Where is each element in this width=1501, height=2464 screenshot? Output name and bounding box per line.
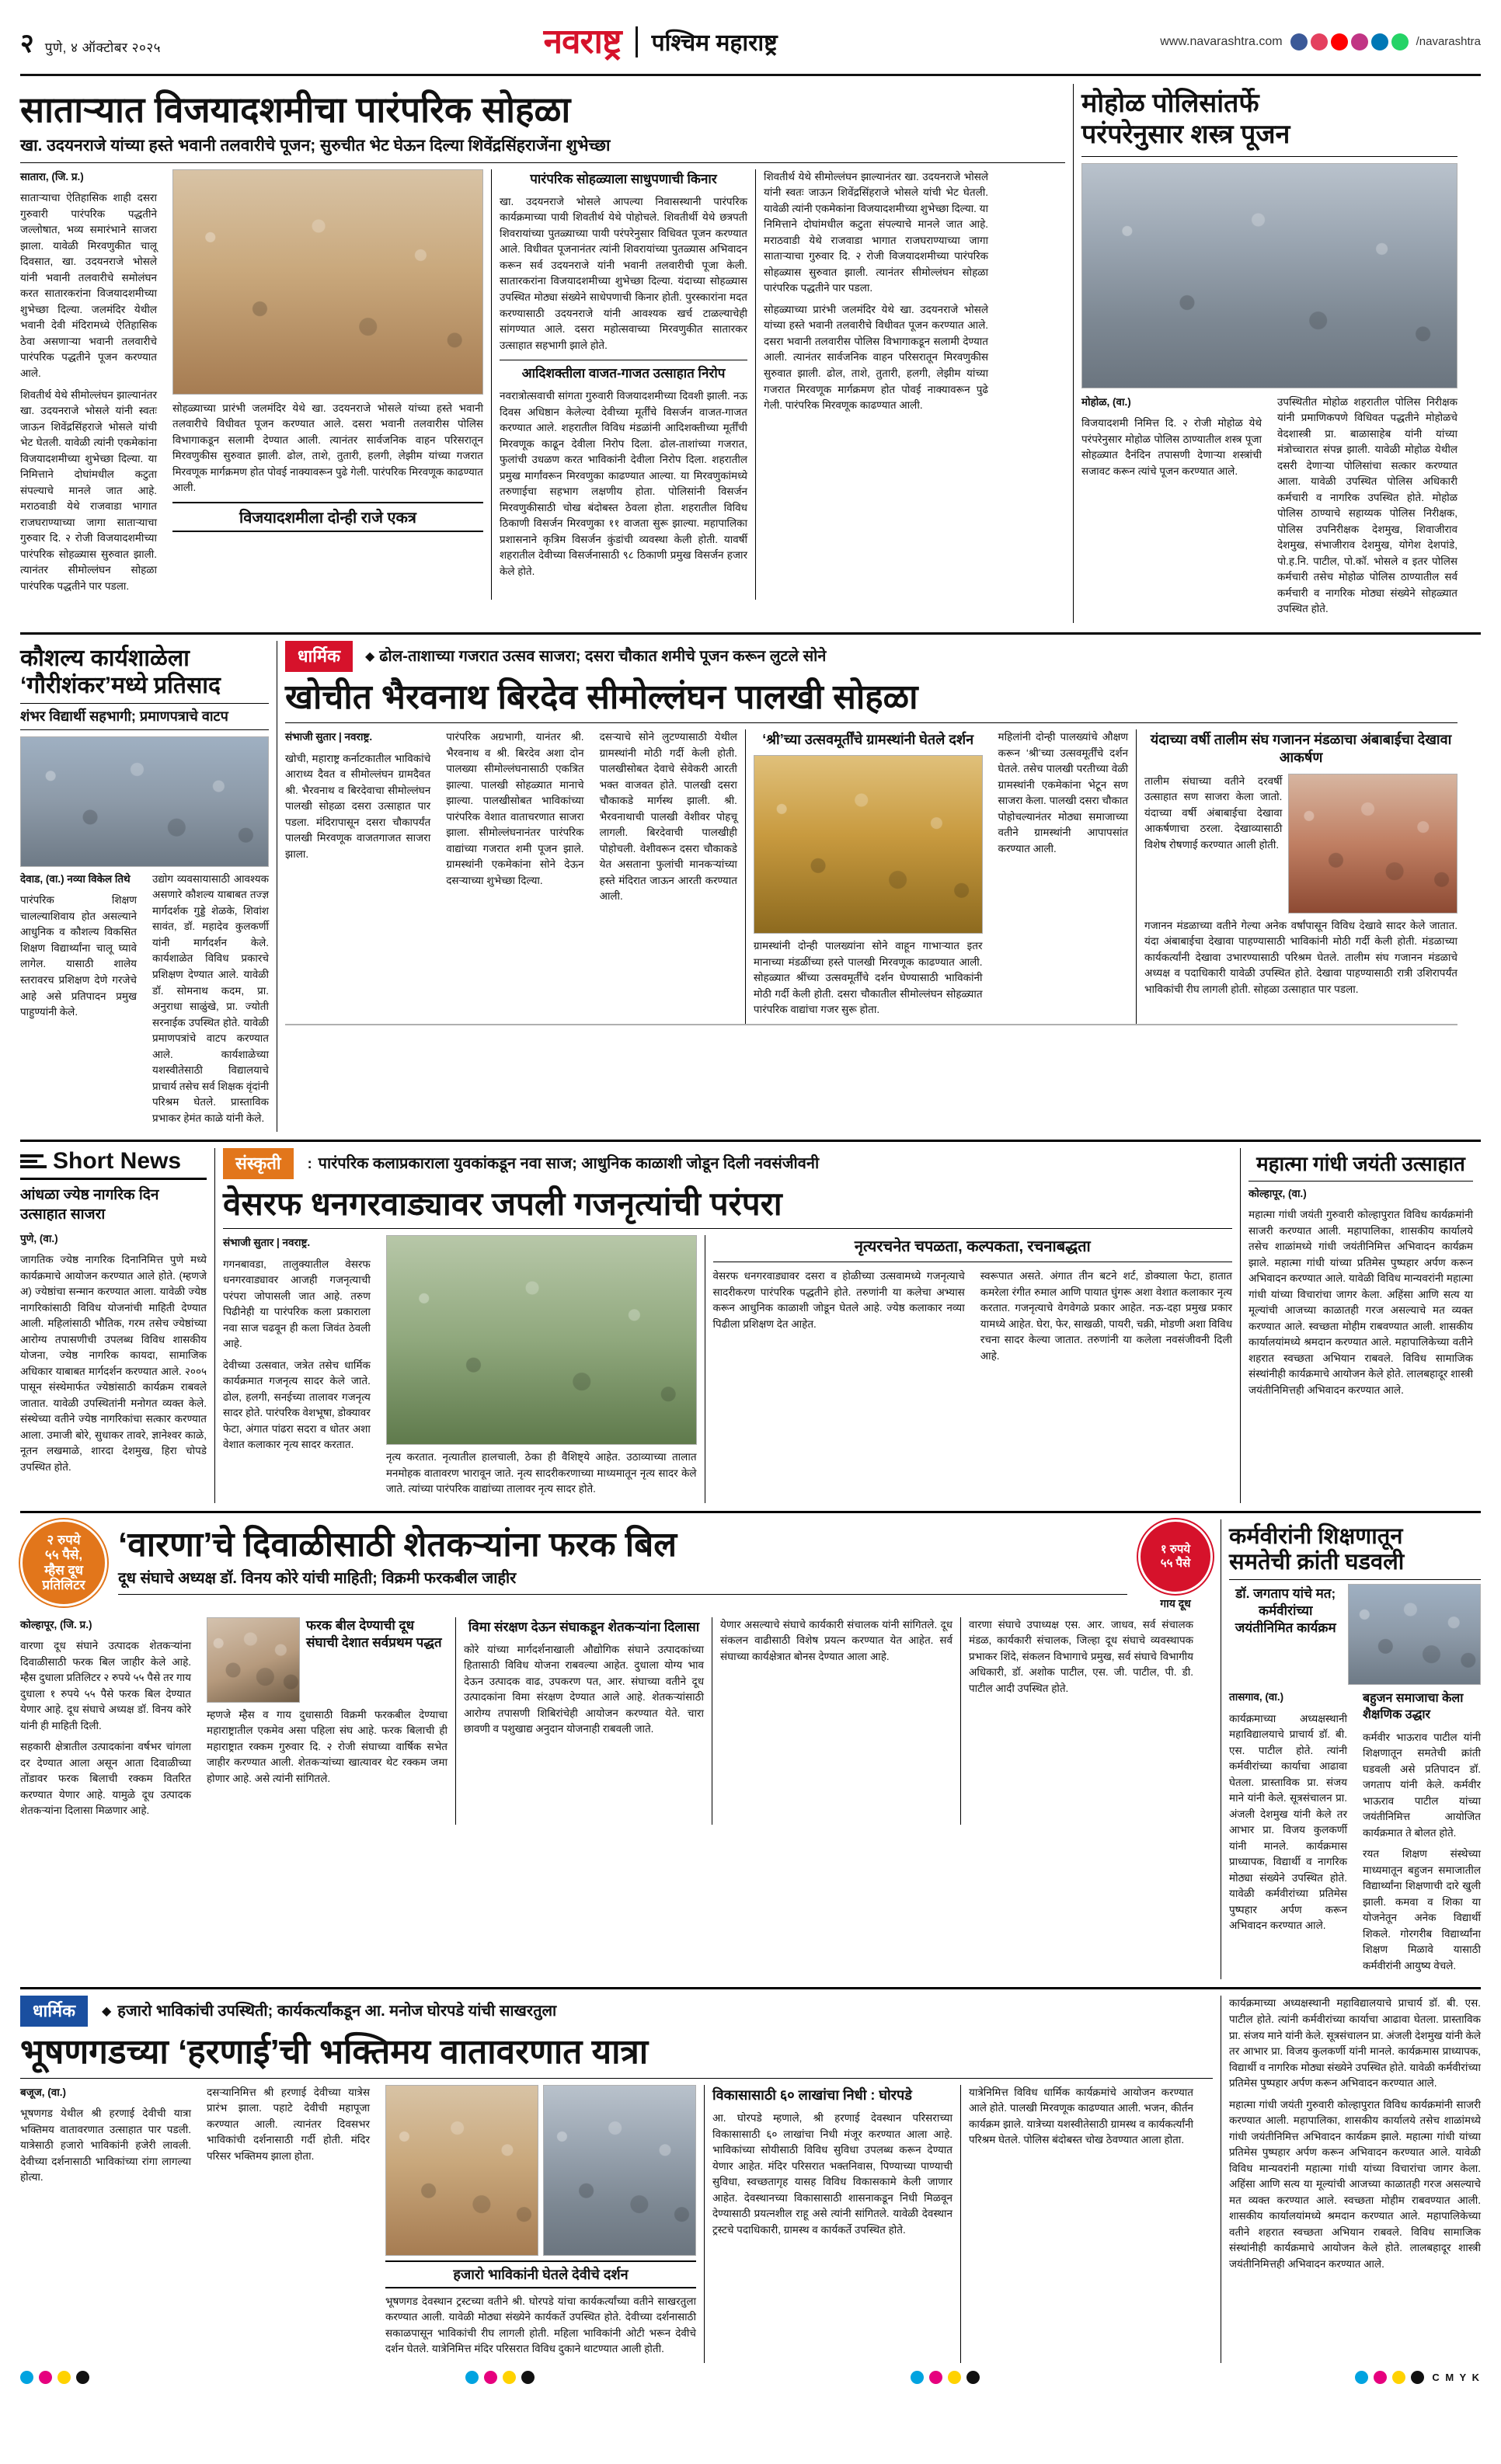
bhushangad-headline: भूषणगडच्या ‘हरणाई’ची भक्तिमय वातावरणात यात्रा [20, 2033, 1213, 2078]
dharmik-body-1: खोची, महाराष्ट्र कर्नाटकातील भाविकांचे आराध्य दैवत व सीमोल्लंघन ग्रामदैवत श्री. भैरवनाथ व बिरदेवाचा सीमोल्लंघन पालखी सोहळा दसरा उत्साहात पार पडला. मंदिरापासून दसरा चौकापर्यंत पालखी मिरवणूक वाजतगाजत साजरा झाला. [285, 752, 431, 860]
sanskriti-body-2: देवीच्या उत्सवात, जत्रेत तसेच धार्मिक कार्यक्रमात गजनृत्य सादर केले जाते. ढोल, हलगी, सनईच्या तालावर गजनृत्य सादर होते. पारंपरिक वेशभूषा, डोक्यावर फेटा, अंगात पांढरा सदरा व धोतर अशा वेशात कलाकार नृत्य सादर करतात. [223, 1359, 371, 1451]
third-section [20, 1148, 1481, 1503]
bhushangad-sub2-title: विकासासाठी ६० लाखांचा निधी : घोरपडे [712, 2086, 912, 2103]
dharmik-body-2: दसऱ्याचे सोने लुटण्यासाठी येथील ग्रामस्थांनी मोठी गर्दी केली होती. पालखीसोबत देवाचे सेवेकरी आरती भक्त वाजवत होते. पालखी दसरा चौकाकडे मार्गस्थ झाली. श्री. भैरवनाथाची पालखी वेशीवर पोहचू लागली. बिरदेवाची पालखीही पोहोचली. वेशीवरून दसरा चौकाकडे येत असताना फुलांची मानकऱ्यांच्या हस्ते मंदिरात जाऊन आरती करण्यात आली. [599, 730, 737, 903]
top-section [20, 84, 1481, 623]
mohol-police-story [1073, 84, 1457, 623]
section-divider-4 [20, 1987, 1481, 1989]
dharmik-body-3: पारंपरिक अग्रभागी, यानंतर श्री. भैरवनाथ व श्री. बिरदेव अशा दोन पालख्या सीमोल्लंघनासाठी एकत्रित झाल्या. पालखी सोहळ्यात मानाचे झाल्या. पालखीसोबत भाविकांच्या पारंपरिक वेशात वाताचरणात साजरा झाला. सीमोल्लंघनानंतर पारंपरिक वाद्यांच्या गजरात शमी पूजन झाले. ग्रामस्थांनी एकमेकांना सोने देऊन दसऱ्याच्या शुभेच्छा दिल्या. [446, 730, 584, 886]
karmaveer-col-2 [1355, 1690, 1481, 1979]
warna-body-1: वारणा दूध संघाने उत्पादक शेतकऱ्यांना दिवाळीसाठी फरक बिल जाहीर केले आहे. म्हैस दुधाला प्रतिलिटर २ रुपये ५५ पैसे तर गाय दुधाला १ रुपये ५५ पैसे फरक बिल देण्यात येणार आहे. दूध संघाचे अध्यक्ष डॉ. विनय कोरे यांनी ही माहिती दिली. [20, 1640, 191, 1731]
dharmik-sidebar-body-2: महिलांनी दोन्ही पालख्यांचे औक्षण करून ‘श्री’च्या उत्सवमूर्तींचे दर्शन घेतले. तसेच पालखी परतीच्या वेळी ग्रामस्थांनी एकमेकांना भेटून सण साजरा केला. पालखी दसरा चौकात पोहोचल्यानंतर मोठ्या समाजाच्या वतीने ग्रामस्थांनी आपापसांत करण्यात आली. [998, 730, 1129, 854]
badge1-line2: ५५ पैसे, [44, 1547, 83, 1563]
karmaveer-headline-line1: कर्मवीरांनी शिक्षणातून [1229, 1523, 1403, 1549]
karmaveer-story [1221, 1519, 1481, 1980]
ambabai-title: यंदाच्या वर्षी तालीम संघ गजानन मंडळाचा अंबाबाईचा देखावा आकर्षण [1150, 731, 1452, 766]
bhushangad-body-3: यात्रेनिमित्त विविध धार्मिक कार्यक्रमांचे आयोजन करण्यात आले होते. पालखी मिरवणूक काढण्यात आली. भजन, कीर्तन कार्यक्रम झाले. यात्रेच्या यशस्वीतेसाठी ग्रामस्थ व कार्यकर्त्यांनी परिश्रम घेतले. पोलिस बंदोबस्त चोख ठेवण्यात आला होता. [969, 2086, 1193, 2146]
karmaveer-sub-title: बहुजन समाजाचा केला शैक्षणिक उद्धार [1363, 1692, 1464, 1721]
yatra-devotees-photo [543, 2085, 696, 2256]
dharmik-col-1 [285, 729, 438, 1024]
buffalo-milk-price-badge [20, 1519, 107, 1606]
warna-subhead: दूध संघाचे अध्यक्ष डॉ. विनय कोरे यांची माहिती; विक्रमी फरकबील जाहीर [118, 1568, 1127, 1595]
lead-col-1 [20, 169, 165, 600]
karmaveer-col-1 [1229, 1690, 1355, 1979]
sanskriti-kicker: पारंपरिक कलाप्रकाराला युवकांकडून नवा साज; आधुनिक काळाशी जोडून दिली नवसंजीवनी [318, 1155, 820, 1173]
linkedin-icon[interactable] [1371, 33, 1388, 50]
gandhi-body-cont: महात्मा गांधी जयंती गुरुवारी कोल्हापुरात विविध कार्यक्रमांनी साजरी करण्यात आली. महापालिका, शासकीय कार्यालये तसेच शाळांमध्ये गांधी जयंतीनिमित्त अभिवादन कार्यक्रम झाले. महात्मा गांधी यांच्या प्रतिमेस पुष्पहार अर्पण करून अभिवादन करण्यात आले. यावेळी विविध मान्यवरांनी महात्मा गांधी यांच्या विचारांचा जागर केला. अहिंसा आणि सत्य या मूल्यांची आजच्या काळातही गरज असल्याचे मत व्यक्त करण्यात आले. स्वच्छता मोहीम राबवण्यात आली. शासकीय कार्यालयांमध्ये श्रमदान करण्यात आले. महापालिकेच्या वतीने शहरात स्वच्छता अभियान राबवले. विविध सामाजिक संस्थांनीही कार्यक्रमाचे आयोजन केले होते. लालबहादूर शास्त्री जयंतीनिमित्तही अभिवादन करण्यात आले. [1229, 2098, 1481, 2270]
warna-body-3: म्हणजे म्हैस व गाय दुधासाठी विक्रमी फरकबील देण्याचा महाराष्ट्रातील एकमेव असा पहिला संघ आहे. फरक बिलाची ही महाराष्ट्रात रक्कम गुरुवार दि. २ रोजी संघाच्या वार्षिक सभेत जाहीर करण्यात आली. शेतकऱ्यांच्या खात्यावर थेट रक्कम जमा होणार आहे. असे त्यांनी सांगितले. [207, 1708, 448, 1784]
badge1-line3: म्हैस दूध [44, 1562, 83, 1578]
warna-body-6: वारणा संघाचे उपाध्यक्ष एस. आर. जाधव, सर्व संचालक मंडळ, कार्यकारी संचालक, जिल्हा दूध संघाचे व्यवस्थापक प्रभाकर शिंदे, संकलन विभागाचे प्रमुख, सर्व संघाचे विभागीय अधिकारी, डॉ. अशोक पाटील, एस. जी. पाटील, पी. डी. पाटील आदी उपस्थित होते. [969, 1618, 1193, 1694]
badge2-line1: १ रुपये [1160, 1543, 1191, 1557]
ambabai-body-1: तालीम संघाच्या वतीने दरवर्षी उत्साहात सण साजरा केला जातो. यंदाच्या वर्षी अंबाबाईचा देखावा आकर्षणाचा ठरला. देखाव्यासाठी विशेष रोषणाई करण्यात आली होती. [1144, 774, 1283, 851]
sanskriti-right-1 [713, 1269, 973, 1369]
dharmik-sidebar-body: ग्रामस्थांनी दोन्ही पालख्यांना सोने वाहून गाभाऱ्यात इतर मानाच्या मंडळींच्या हस्ते पालखी मिरवणूक काढण्यात आली. सोहळ्यात श्रींच्या उत्सवमूर्तींचे दर्शन घेण्यासाठी भाविकांनी मोठी गर्दी केली होती. दसरा चौकातील सीमोल्लंघन सोहळ्यात पारंपरिक वाद्यांचा गजर सुरू होता. [753, 940, 983, 1016]
short-news-headline: आंधळा ज्येष्ठ नागरिक दिन उत्साहात साजरा [20, 1187, 159, 1223]
social-icons [1290, 33, 1409, 50]
kaushalya-headline-line2: ‘गौरीशंकर’मध्ये प्रतिसाद [20, 673, 221, 699]
bhushangad-col-1 [20, 2085, 199, 2363]
bhushangad-photo-col [378, 2085, 704, 2363]
dharmik-tag: धार्मिक [285, 641, 353, 672]
bhushangad-sub1-body: भूषणगड देवस्थान ट्रस्टच्या वतीने श्री. घोरपडे यांचा कार्यकर्त्यांच्या वतीने साखरतुला करण्यात आली. यावेळी मोठ्या संख्येने कार्यकर्ते उपस्थित होते. देवीच्या दर्शनासाठी सकाळपासून भाविकांची रीघ लागली होती. महिला भाविकांनी ओटी भरून देवीचे दर्शन घेतले. यात्रेनिमित्त मंदिर परिसरात विविध दुकाने थाटण्यात आली होती. [385, 2295, 696, 2355]
mohol-body-2: उपस्थितीत मोहोळ शहरातील पोलिस निरीक्षक यांनी प्रमाणिकपणे विधिवत पद्धतीने मोहोळचे वेदशास्त्री प्रा. बाळासाहेब यांनी यांच्या मंत्रोच्चारात संपन्न झाली. यावेळी मोहोळ येथील दसरी देणाऱ्या पोलिसांचा सत्कार करण्यात आला. यावेळी उपस्थित पोलिस अधिकारी कर्मचारी व नागरिक उपस्थित होते. मोहोळ पोलिस ठाण्याचे सहाय्यक पोलिस निरीक्षक, पोलिस उपनिरीक्षक देशमुख, शिवाजीराव देशमुख, संभाजीराव देशमुख, योगेश देशपांडे, पो.ह.नि. पाटील, पो.कॉ. भोसले व इतर पोलिस कर्मचारी तसेच मोहोळ पोलिस ठाण्यातील सर्व कर्मचारी व नागरिक मोठ्या संख्येने सोहळ्यात उपस्थित होते. [1277, 395, 1457, 615]
logo-divider [636, 26, 638, 57]
karmaveer-headline-line2: समतेची क्रांती घडवली [1229, 1549, 1405, 1575]
warna-col-5 [960, 1617, 1193, 1825]
cow-milk-label: गाय दूध [1160, 1596, 1191, 1610]
sanskriti-story [214, 1148, 1240, 1503]
lead-body-1 [20, 169, 157, 186]
sanskriti-photo-col [378, 1235, 705, 1503]
lead-body-3-text: सोहळ्याच्या प्रारंभी जलमंदिर येथे खा. उदयनराजे भोसले यांच्या हस्ते भवानी तलवारीचे विधीवत पूजन करण्यात आले. दसरा भवानी तलवारीस पोलिस विभागाकडून सलामी देण्यात आली. त्यानंतर सार्वजनिक वाहन परिसरातून मिरवणुकीस सुरुवात झाली. ढोल, ताशे, तुतारी, हलगी, लेझीम यांच्या गजरात मिरवणूक मार्गक्रमण होत पोवई नाक्यावरून पुढे गेली. पारंपरिक मिरवणूक काढण्यात आली. [172, 402, 483, 494]
kaushalya-headline-line1: कौशल्य कार्यशाळेला [20, 645, 190, 671]
mohol-headline-line1: मोहोळ पोलिसांतर्फे [1081, 89, 1259, 118]
masthead-center [543, 22, 778, 61]
gandhi-body: महात्मा गांधी जयंती गुरुवारी कोल्हापुरात विविध कार्यक्रमांनी साजरी करण्यात आली. महापालिका, शासकीय कार्यालये तसेच शाळांमध्ये गांधी जयंतीनिमित्त अभिवादन कार्यक्रम झाले. महात्मा गांधी यांच्या प्रतिमेस पुष्पहार अर्पण करून अभिवादन करण्यात आले. यावेळी विविध मान्यवरांनी महात्मा गांधी यांच्या विचारांचा जागर केला. अहिंसा आणि सत्य या मूल्यांची आजच्या काळातही गरज असल्याचे मत व्यक्त करण्यात आले. स्वच्छता मोहीम राबवण्यात आली. शासकीय कार्यालयांमध्ये श्रमदान करण्यात आले. महापालिकेच्या वतीने शहरात स्वच्छता अभियान राबवले. विविध सामाजिक संस्थांनीही कार्यक्रमाचे आयोजन केले होते. लालबहादूर शास्त्री जयंतीनिमित्तही अभिवादन करण्यात आले. [1249, 1209, 1473, 1396]
sanskriti-tag: संस्कृती [223, 1148, 294, 1179]
lead-col4-body-b: सोहळ्याच्या प्रारंभी जलमंदिर येथे खा. उदयनराजे भोसले यांच्या हस्ते भवानी तलवारीचे विधीवत पूजन करण्यात आले. दसरा भवानी तलवारीस पोलिस विभागाकडून सलामी देण्यात आली. त्यानंतर सार्वजनिक वाहन परिसरातून मिरवणुकीस सुरुवात झाली. ढोल, ताशे, तुतारी, हलगी, लेझीम यांच्या गजरात मिरवणूक मार्गक्रमण होत पोवई नाक्यावरून पुढे गेली. पारंपरिक मिरवणूक काढण्यात आली. [764, 303, 988, 412]
dharmik-palkhi-story [277, 641, 1457, 1132]
karmaveer-body-3: कार्यक्रमाच्या अध्यक्षस्थानी महाविद्यालयाचे प्राचार्य डॉ. बी. एस. पाटील होते. त्यांनी कर्मवीरांच्या कार्याचा आढावा घेतला. प्रास्ताविक प्रा. संजय माने यांनी केले. सूत्रसंचालन प्रा. अंजली देशमुख यांनी केले तर आभार प्रा. विजय कुलकर्णी यांनी मानले. कार्यक्रमास प्राध्यापक, विद्यार्थी व नागरिक मोठ्या संख्येने उपस्थित होते. यावेळी कर्मवीरांच्या प्रतिमेस पुष्पहार अर्पण करून अभिवादन करण्यात आले. [1229, 1712, 1347, 1932]
masthead-right [1160, 33, 1481, 50]
kaushalya-subhead: शंभर विद्यार्थी सहभागी; प्रमाणपत्राचे वाटप [20, 703, 269, 730]
warna-body-5: येणार असल्याचे संघाचे कार्यकारी संचालक यांनी सांगितले. दूध संकलन वाढीसाठी विशेष प्रयत्न करण्यात येत आहेत. सर्व संघाच्या कार्यक्षेत्रात बोनस देण्यात आला आहे. [720, 1618, 952, 1662]
bhushangad-col-2 [199, 2085, 378, 2363]
warna-col-3 [455, 1617, 712, 1825]
reg-dots-right [1355, 2371, 1424, 2384]
kaushalya-col-1 [20, 872, 145, 1132]
karmaveer-body-2: रयत शिक्षण संस्थेच्या माध्यमातून बहुजन समाजातील विद्यार्थ्यांना शिक्षणाची दारे खुली झाली. कमवा व शिका या योजनेतून अनेक विद्यार्थी शिकले. गोरगरीब विद्यार्थ्यांना शिक्षण मिळावे यासाठी कर्मवीरांनी आयुष्य वेचले. [1363, 1848, 1481, 1972]
vinay-kore-portrait [207, 1617, 300, 1703]
mohol-body-1: विजयादशमी निमित्त दि. २ रोजी मोहोळ येथे परंपरेनुसार मोहोळ पोलिस ठाण्यातील शस्त्र पूजा सोहळ्यात दैनंदिन तपासणी देणाऱ्या शस्त्रांची सजावट करून त्यांचे पूजन करण्यात आले. [1081, 417, 1262, 477]
lead-subhead: खा. उदयनराजे यांच्या हस्ते भवानी तलवारीचे पूजन; सुरुचीत भेट घेऊन दिल्या शिवेंद्रसिंहराजेंना शुभेच्छा [20, 135, 1065, 163]
bhushangad-col-4 [704, 2085, 960, 2363]
warna-col-1 [20, 1617, 199, 1825]
edition-name: पश्चिम महाराष्ट्र [651, 30, 778, 56]
bullet-icon: ◆ [101, 2005, 112, 2019]
workshop-group-photo [20, 736, 269, 867]
warna-body-2: सहकारी क्षेत्रातील उत्पादकांना वर्षभर चांगला दर देण्यात आला असून आता दिवाळीच्या तोंडावर फरक बिलाची रक्कम वितरित करण्यात येणार आहे. यामुळे दूध उत्पादक शेतकऱ्यांना दिलासा मिळणार आहे. [20, 1741, 191, 1817]
cow-milk-price-badge [1138, 1519, 1213, 1594]
dharmik-col-2 [438, 729, 591, 1024]
karmaveer-body-3-cont: कार्यक्रमाच्या अध्यक्षस्थानी महाविद्यालयाचे प्राचार्य डॉ. बी. एस. पाटील होते. त्यांनी कर्मवीरांच्या कार्याचा आढावा घेतला. प्रास्ताविक प्रा. संजय माने यांनी केले. सूत्रसंचालन प्रा. अंजली देशमुख यांनी केले तर आभार प्रा. विजय कुलकर्णी यांनी मानले. कार्यक्रमास प्राध्यापक, विद्यार्थी व नागरिक मोठ्या संख्येने उपस्थित होते. यावेळी कर्मवीरांच्या प्रतिमेस पुष्पहार अर्पण करून अभिवादन करण्यात आले. [1229, 1997, 1481, 2090]
mohol-dateline: मोहोळ, (वा.) [1081, 395, 1131, 408]
lead-story [20, 84, 1073, 623]
short-news-column [20, 1148, 214, 1503]
bhushangad-dateline: बजूज, (वा.) [20, 2086, 66, 2098]
dharmik-dateline: संभाजी सुतार | नवराष्ट्र. [285, 730, 373, 743]
website-url[interactable]: www.navarashtra.com [1160, 34, 1283, 48]
warna-dateline: कोल्हापूर, (जि. प्र.) [20, 1618, 92, 1630]
bhushangad-body-1: भूषणगड येथील श्री हरणाई देवीची यात्रा भक्तिमय वातावरणात उत्साहात पार पडली. यात्रेसाठी हजारो भाविकांनी हजेरी लावली. देवीच्या दर्शनासाठी भाविकांच्या रांगा लागल्या होत्या. [20, 2107, 191, 2184]
badge1-line1: २ रुपये [47, 1532, 81, 1547]
short-news-dateline: पुणे, (वा.) [20, 1232, 58, 1244]
sanskriti-right-col [705, 1235, 1232, 1503]
bhushangad-sub2-body: आ. घोरपडे म्हणाले, श्री हरणाई देवस्थान परिसराच्या विकासासाठी ६० लाखांचा निधी मंजूर करण्यात आला आहे. भाविकांच्या सोयीसाठी विविध सुविधा उपलब्ध करून देण्यात येणार आहेत. मंदिर परिसरात भक्तनिवास, पिण्याच्या पाण्याची सुविधा, स्वच्छतागृह यासह विविध विकासकामे केली जाणार आहेत. देवस्थानच्या विकासासाठी शासनाकडून निधी मिळवून देण्यासाठी प्रयत्नशील राहू असे त्यांनी सांगितले. यावेळी देवस्थान ट्रस्टचे पदाधिकारी, ग्रामस्थ व कार्यकर्ते उपस्थित होते. [712, 2112, 952, 2236]
cmyk-label: C M Y K [1432, 2371, 1481, 2383]
fourth-section [20, 1519, 1481, 1980]
bhushangad-story [20, 1996, 1221, 2362]
twitter-icon[interactable] [1311, 33, 1328, 50]
registration-bar [20, 2363, 1481, 2384]
sanskriti-body-3: नृत्य करतात. नृत्यातील हालचाली, ठेका ही वैशिष्ट्ये आहेत. उठाव्याच्या तालात मनमोहक वातावरण भारावून जाते. नृत्य सादरीकरणाच्या माध्यमातून नृत्य सादर केले जाते. त्यांच्या पारंपरिक वाद्यांच्या तालावर नृत्य सादर होते. [385, 1451, 697, 1495]
divider [1249, 1181, 1473, 1182]
bhushangad-col-5 [960, 2085, 1193, 2363]
warna-head-row [20, 1519, 1213, 1611]
masthead-left [20, 24, 161, 60]
dharmik-col-3 [592, 729, 745, 1024]
reg-dots-mid2 [911, 2371, 980, 2384]
sanskriti-body-1: गगनबावडा, तालुक्यातील वेसरफ धनगरवाड्यावर आजही गजनृत्याची परंपरा जोपासली जात आहे. तरुण पिढीनेही या पारंपरिक कला प्रकाराला नवा साज चढवून ही कला जिवंत ठेवली आहे. [223, 1258, 371, 1350]
divider [1229, 1579, 1481, 1580]
sanskriti-headline: वेसरफ धनगरवाड्यावर जपली गजनृत्यांची परंपरा [223, 1185, 1232, 1229]
dharmik-kicker-row [285, 641, 1457, 672]
lead-sidebar-title: पारंपरिक सोहळ्याला साधुपणाची किनार [530, 171, 717, 186]
sanskriti-dateline: संभाजी सुतार | नवराष्ट्र. [223, 1237, 311, 1249]
dharmik-right-story [1136, 729, 1457, 1024]
section-divider-3 [20, 1511, 1481, 1513]
whatsapp-icon[interactable] [1391, 33, 1409, 50]
ambabai-text-col [1144, 774, 1288, 914]
lead-sidebar-body: खा. उदयनराजे भोसले आपल्या निवासस्थानी पारंपरिक कार्यक्रमाच्या पायी शिवतीर्थ येथे पोहोचले. शिवतीर्थी येथे छत्रपती शिवरायांच्या पुतळ्याच्या पायी परंपरेनुसार विधिवत पूजन करण्यात आले. विधीवत पूजनानंतर त्यांनी शिवरायांच्या पुतळ्यास अभिवादन करून सर्व उदयनराजे यांनी भवानी तलवारीची पूजा केली. सातारकरांना विजयादशमीच्या शुभेच्छा दिल्या. यंदाच्या सोहळ्यास उपस्थित मोठ्या संख्येने साधेपणाची किनार होती. पुरस्कारांना मदत करण्यासाठी उदयनराजे यांनी आवश्यक खर्च टाळल्याचेही सांगण्यात आले. दसरा महोत्सवाच्या मिरवणुकीत सातारकर उत्साहात सहभागी झाले होते. [500, 195, 747, 351]
lead-body-1-text: सातार्‍याचा ऐतिहासिक शाही दसरा गुरुवारी पारंपरिक पद्धतीने जल्लोषात, भव्य समारंभाने साजरा झाला. यावेळी मिरवणुकीत चालू दिवसात, खा. उदयनराजे भोसले यांनी भवानी तलवारीचे समोलंघन करत सातारकरांना विजयादशमीच्या शुभेच्छा दिल्या. जलमंदिर येथील भवानी देवी मंदिरामध्ये ऐतिहासिक ठेवा असणार्‍या भवानी तलवारीचे पारंपरिक पद्धतीने पूजन करण्यात आले. [20, 192, 157, 379]
colon-mark: : [307, 1155, 312, 1171]
sanskriti-body-4: वेसरफ धनगरवाड्यावर दसरा व होळीच्या उत्सवामध्ये गजनृत्याचे सादरीकरण पारंपरिक पद्धतीने होते. तरुणांनी या कलेचा अभ्यास करून आधुनिक काळाशी जोडून घेतले आहे. ज्येष्ठ कलाकार नव्या पिढीला प्रशिक्षण देत आहेत. [712, 1270, 965, 1330]
warna-box1-title: फरक बील देण्याची दूध संघाची देशात सर्वप्रथम पद्धत [306, 1617, 442, 1650]
gajnrutya-dance-photo [386, 1235, 697, 1445]
mohol-police-weapon-worship-photo [1081, 163, 1457, 388]
section-divider-1 [20, 632, 1481, 635]
bullet-icon: ◆ [364, 649, 375, 663]
menu-bars-icon [20, 1154, 47, 1168]
kaushalya-body-2: पारंपरिक शिक्षण चालल्याशिवाय होत असल्याने आधुनिक व कौशल्य विकसित शिक्षण विद्यार्थ्यांना चालू घ्यावे लागेल. यासाठी शालेय स्तरावरच प्रशिक्षण देणे गरजेचे आहे असे प्रतिपादन प्रमुख पाहुण्यांनी केले. [20, 894, 137, 1018]
dharmik2-kicker-row [20, 1996, 1213, 2027]
mohol-col-1 [1081, 395, 1269, 623]
social-handle: /navarashtra [1416, 35, 1481, 48]
lead-substory-body: नवरात्रोत्सवाची सांगता गुरुवारी विजयादशमीच्या दिवशी झाली. नऊ दिवस अधिष्ठान केलेल्या देवीच्या मूर्तींचे विसर्जन वाजत-गाजत करण्यात आले. शहरातील विविध मंडळांनी आदिशक्तीच्या मूर्तींची मिरवणूक काढून देवीला निरोप दिला. ढोल-ताशांच्या गजरात, फुलांची उधळण करत भाविकांनी देवीला निरोप दिला. शहरातील प्रमुख मार्गांवरून मिरवणुका काढण्यात आल्या. या मिरवणुकांमध्ये तरुणाईचा सहभाग लक्षणीय होता. पोलिसांनी विसर्जन मिरवणुकीसाठी चोख बंदोबस्त ठेवला होता. शहरातील विविध ठिकाणी विसर्जन मिरवणुका ११ वाजता सुरू झाल्या. महापालिका प्रशासनाने कृत्रिम विसर्जन कुंडांची व्यवस्था केली होती. यावर्षी शहरातील देवीच्या विसर्जनासाठी ९८ ठिकाणी प्रमुख विसर्जन हजार केले होते. [500, 390, 747, 577]
kaushalya-body-3: उद्योग व्यवसायासाठी आवश्यक असणारे कौशल्य याबाबत तज्ज्ञ मार्गदर्शक गुड्डे शेळके, शिवांश सावंत, डॉ. महादेव कुलकर्णी यांनी मार्गदर्शन केले. कार्यशाळेत विविध प्रकारचे प्रशिक्षण देण्यात आले. यावेळी डॉ. सोमनाथ कदम, प्रा. अनुराधा साळुंखे, प्रा. ज्योती सरनाईक उपस्थित होते. यावेळी प्रमाणपत्रांचे वाटप करण्यात आले. कार्यशाळेच्या यशस्वीतेसाठी विद्यालयाचे प्राचार्य तसेच सर्व शिक्षक वृंदांनी परिश्रम घेतले. प्रास्ताविक प्रभाकर हेमंत काळे यांनी केले. [152, 872, 269, 1124]
short-news-body: जागतिक ज्येष्ठ नागरिक दिनानिमित्त पुणे मध्ये कार्यक्रमाचे आयोजन करण्यात आले होते. (म्हणजे अ) ज्येष्ठांचा सन्मान करण्यात आला. यावेळी ज्येष्ठ नागरिकांसाठी विविध योजनांची माहिती देण्यात आली. महिलांसाठी भौतिक, गरम तसेच ज्येष्ठांच्या आरोग्य तपासणीची उपलब्ध विविध शासकीय योजना, ज्येष्ठ नागरिक कायदा, सामाजिक अधिकार याबाबत मार्गदर्शन करण्यात आले. २००५ पासून संस्थेमार्फत ज्येष्ठांसाठी कार्यक्रम राबवले जातात. यावेळी उपस्थितांनी मनोगत व्यक्त केले. संस्थेच्या वतीने ज्येष्ठ नागरिकांचा सत्कार करण्यात आला. उमाजी बोरे, सुधाकर तावरे, ज्ञानेश्वर काळे, नूतन लखमाळे, शारदा देशमुख, हिरा चोपडे उपस्थित होते. [20, 1254, 207, 1473]
kaushalya-dateline: देवाड, (वा.) नव्या विकेल तिथे [20, 872, 131, 885]
sanskriti-col-1 [223, 1235, 378, 1503]
dharmik-col-5 [991, 729, 1137, 1024]
deity-idol-photo [754, 755, 983, 934]
bhushangad-sub1-title: हजारो भाविकांनी घेतले देवीचे दर्शन [385, 2260, 696, 2288]
dharmik-headline: खोचीत भैरवनाथ बिरदेव सीमोल्लंघन पालखी सोहळा [285, 678, 1457, 723]
palkhi-procession-photo [285, 1024, 1457, 1025]
kaushalya-col-2 [145, 872, 269, 1132]
second-section [20, 641, 1481, 1132]
karmaveer-subhead: डॉ. जगताप यांचे मत; कर्मवीरांच्या जयंतीनिमित कार्यक्रम [1235, 1586, 1336, 1636]
lead-col-2 [165, 169, 491, 600]
short-news-label: Short News [53, 1148, 182, 1175]
warna-story [20, 1519, 1221, 1980]
sanskriti-right-2 [973, 1269, 1232, 1369]
mohol-headline-line2: परंपरेनुसार शस्त्र पूजन [1081, 120, 1457, 157]
facebook-icon[interactable] [1290, 33, 1308, 50]
yatra-temple-crowd-photo [385, 2085, 538, 2256]
warna-body-4: कोरे यांच्या मार्गदर्शनाखाली औद्योगिक संघाने उत्पादकांच्या हितासाठी विविध योजना राबवल्या आहेत. दुधाला योग्य भाव देऊन उत्पादक वाढ, उपकरण पत, आर. संघाच्या वतीने दूध उत्पादकांना विमा संरक्षण देण्यात आले आहे. शेतकऱ्यांसाठी आरोग्य तपासणी शिबिरांचेही आयोजन करण्यात येते. चारा छावणी व पशुखाद्य अनुदान योजनाही राबवली जाते. [464, 1643, 704, 1735]
sanskriti-kicker-row [223, 1148, 1232, 1179]
warna-col-2 [199, 1617, 455, 1825]
bhushangad-body-2: दसऱ्यानिमित्त श्री हरणाई देवीच्या यात्रेस प्रारंभ झाला. पहाटे देवीची महापूजा करण्यात आली. त्यानंतर दिवसभर भाविकांची दर्शनासाठी गर्दी होती. मंदिर परिसर भक्तिमय झाला होता. [207, 2086, 370, 2162]
badge2-line2: ५५ पैसे [1160, 1556, 1191, 1570]
youtube-icon[interactable] [1331, 33, 1348, 50]
edition-date: पुणे, ४ ऑक्टोबर २०२५ [44, 40, 162, 55]
cow-milk-badge-group [1138, 1519, 1213, 1611]
karmaveer-continued [1221, 1996, 1481, 2362]
section-divider-2 [20, 1140, 1481, 1142]
masthead [20, 16, 1481, 76]
gandhi-story [1240, 1148, 1473, 1503]
dharmik-sidebar-idol [745, 729, 991, 1024]
warna-box2-title: विमा संरक्षण देऊन संघाकडून शेतकऱ्यांना दिलासा [468, 1619, 700, 1634]
lead-col-4 [755, 169, 988, 600]
karmaveer-body-1: कर्मवीर भाऊराव पाटील यांनी शिक्षणातून समतेची क्रांती घडवली असे प्रतिपादन डॉ. जगताप यांनी केले. कर्मवीर भाऊराव पाटील यांच्या जयंतीनिमित्त आयोजित कार्यक्रमात ते बोलत होते. [1363, 1731, 1481, 1839]
ambabai-photo-col [1288, 774, 1457, 914]
reg-dots-mid [465, 2371, 535, 2384]
instagram-icon[interactable] [1351, 33, 1368, 50]
ambabai-body-2: गजानन मंडळाच्या वतीने गेल्या अनेक वर्षांपासून विविध देखावे सादर केले जातात. यंदा अंबाबाईचा देखावा पाहण्यासाठी भाविकांनी मोठी गर्दी केली होती. मंडळाच्या कार्यकर्त्यांनी देखावा उभारण्यासाठी परिश्रम घेतले. तालीम संघ गजानन मंडळाचे अध्यक्ष व पदाधिकारी यावेळी उपस्थित होते. देखावा पाहण्यासाठी रात्री उशिरापर्यंत भाविकांची रीघ लागली होती. सोहळा उत्साहात पार पडला. [1144, 919, 1458, 995]
short-news-logo [20, 1148, 207, 1180]
newspaper-logo: नवराष्ट्र [543, 22, 622, 61]
page-number: २ [20, 28, 34, 58]
reg-dots-left [20, 2371, 89, 2384]
lead-sidebar [491, 169, 755, 600]
warna-headline: ‘वारणा’चे दिवाळीसाठी शेतकऱ्यांना फरक बिल [118, 1525, 677, 1564]
dharmik2-kicker: हजारो भाविकांची उपस्थिती; कार्यकर्त्यांकडून आ. मनोज घोरपडे यांची साखरतुला [117, 2003, 557, 2020]
gandhi-dateline: कोल्हापूर, (वा.) [1249, 1187, 1307, 1199]
sanskriti-body-5: स्वरूपात असते. अंगात तीन बटने शर्ट, डोक्याला फेटा, हातात कमरेला रंगीत रुमाल आणि पायात घुंगरू अशा वेशात कलाकार नृत्य करतात. गजनृत्याचे वेगवेगळे प्रकार आहेत. नऊ-दहा प्रमुख प्रकार यामध्ये आहेत. घेरा, फेर, साखळी, पायरी, चक्री, मोडणी अशा विविध रचना सादर केल्या जातात. तरुणांनी या कलेला नवसंजीवनी दिली आहे. [980, 1270, 1232, 1362]
karmaveer-dateline: तासगाव, (वा.) [1229, 1691, 1284, 1704]
lead-col4-body-a: शिवतीर्थ येथे सीमोल्लंघन झाल्यानंतर खा. उदयनराजे भोसले यांनी स्वतः जाऊन शिवेंद्रसिंहराजे भोसले यांची भेट घेतली. यावेळी त्यांनी एकमेकांना विजयादशमीच्या शुभेच्छा दिल्या. या निमित्ताने दोघांमधील कटुता संपल्याचे मानले जात आहे. मराठवाडी येथे राजवाडा भागात राजघराण्याच्या जागा सातार्‍याचा गुरुवार दि. २ रोजी विजयादशमीच्या पारंपरिक सोहळ्यास सुरुवात झाली. त्यानंतर सीमोल्लंघन सोहळा पारंपरिक पद्धतीने पार पडला. [764, 170, 988, 294]
ambabai-tableau-photo [1288, 774, 1457, 914]
lead-substory-title: आदिशक्तीला वाजत-गाजत उत्साहात निरोप [521, 366, 726, 381]
dharmik-sidebar-title: ‘श्री’च्या उत्सवमूर्तींचे ग्रामस्थांनी घेतले दर्शन [762, 731, 974, 747]
warna-col-4 [712, 1617, 960, 1825]
lead-ceremony-photo [172, 169, 483, 395]
kaushalya-story [20, 641, 277, 1132]
lead-body-2-text: शिवतीर्थ येथे सीमोल्लंघन झाल्यानंतर खा. उदयनराजे भोसले यांनी स्वतः जाऊन शिवेंद्रसिंहराजे भोसले यांची भेट घेतली. यावेळी त्यांनी एकमेकांना विजयादशमीच्या शुभेच्छा दिल्या. या निमित्ताने दोघांमधील कटुता संपल्याचे मानले जात आहे. मराठवाडी येथे राजवाडा भागात राजघराण्याच्या जागा सातार्‍याचा गुरुवार दि. २ रोजी विजयादशमीच्या पारंपरिक सोहळ्यास सुरुवात झाली. त्यानंतर सीमोल्लंघन सोहळा पारंपरिक पद्धतीने पार पडला. [20, 388, 157, 592]
mohol-col-2 [1269, 395, 1457, 623]
gandhi-headline: महात्मा गांधी जयंती उत्साहात [1256, 1152, 1465, 1176]
fifth-section [20, 1996, 1481, 2362]
dharmik2-tag: धार्मिक [20, 1996, 88, 2027]
lead-headline: सातार्‍यात विजयादशमीचा पारंपरिक सोहळा [20, 89, 571, 130]
dharmik-kicker: ढोल-ताशाच्या गजरात उत्सव साजरा; दसरा चौकात शमीचे पूजन करून लुटले सोने [379, 647, 827, 665]
badge1-line4: प्रतिलिटर [42, 1578, 85, 1593]
lead-photo-caption: विजयादशमीला दोन्ही राजे एकत्र [172, 502, 483, 532]
speaker-at-podium-photo [1348, 1584, 1481, 1685]
lead-dateline: सातारा, (जि. प्र.) [20, 170, 84, 183]
sanskriti-subhead-right: नृत्यरचनेत चपळता, कल्पकता, रचनाबद्धता [713, 1237, 1232, 1262]
